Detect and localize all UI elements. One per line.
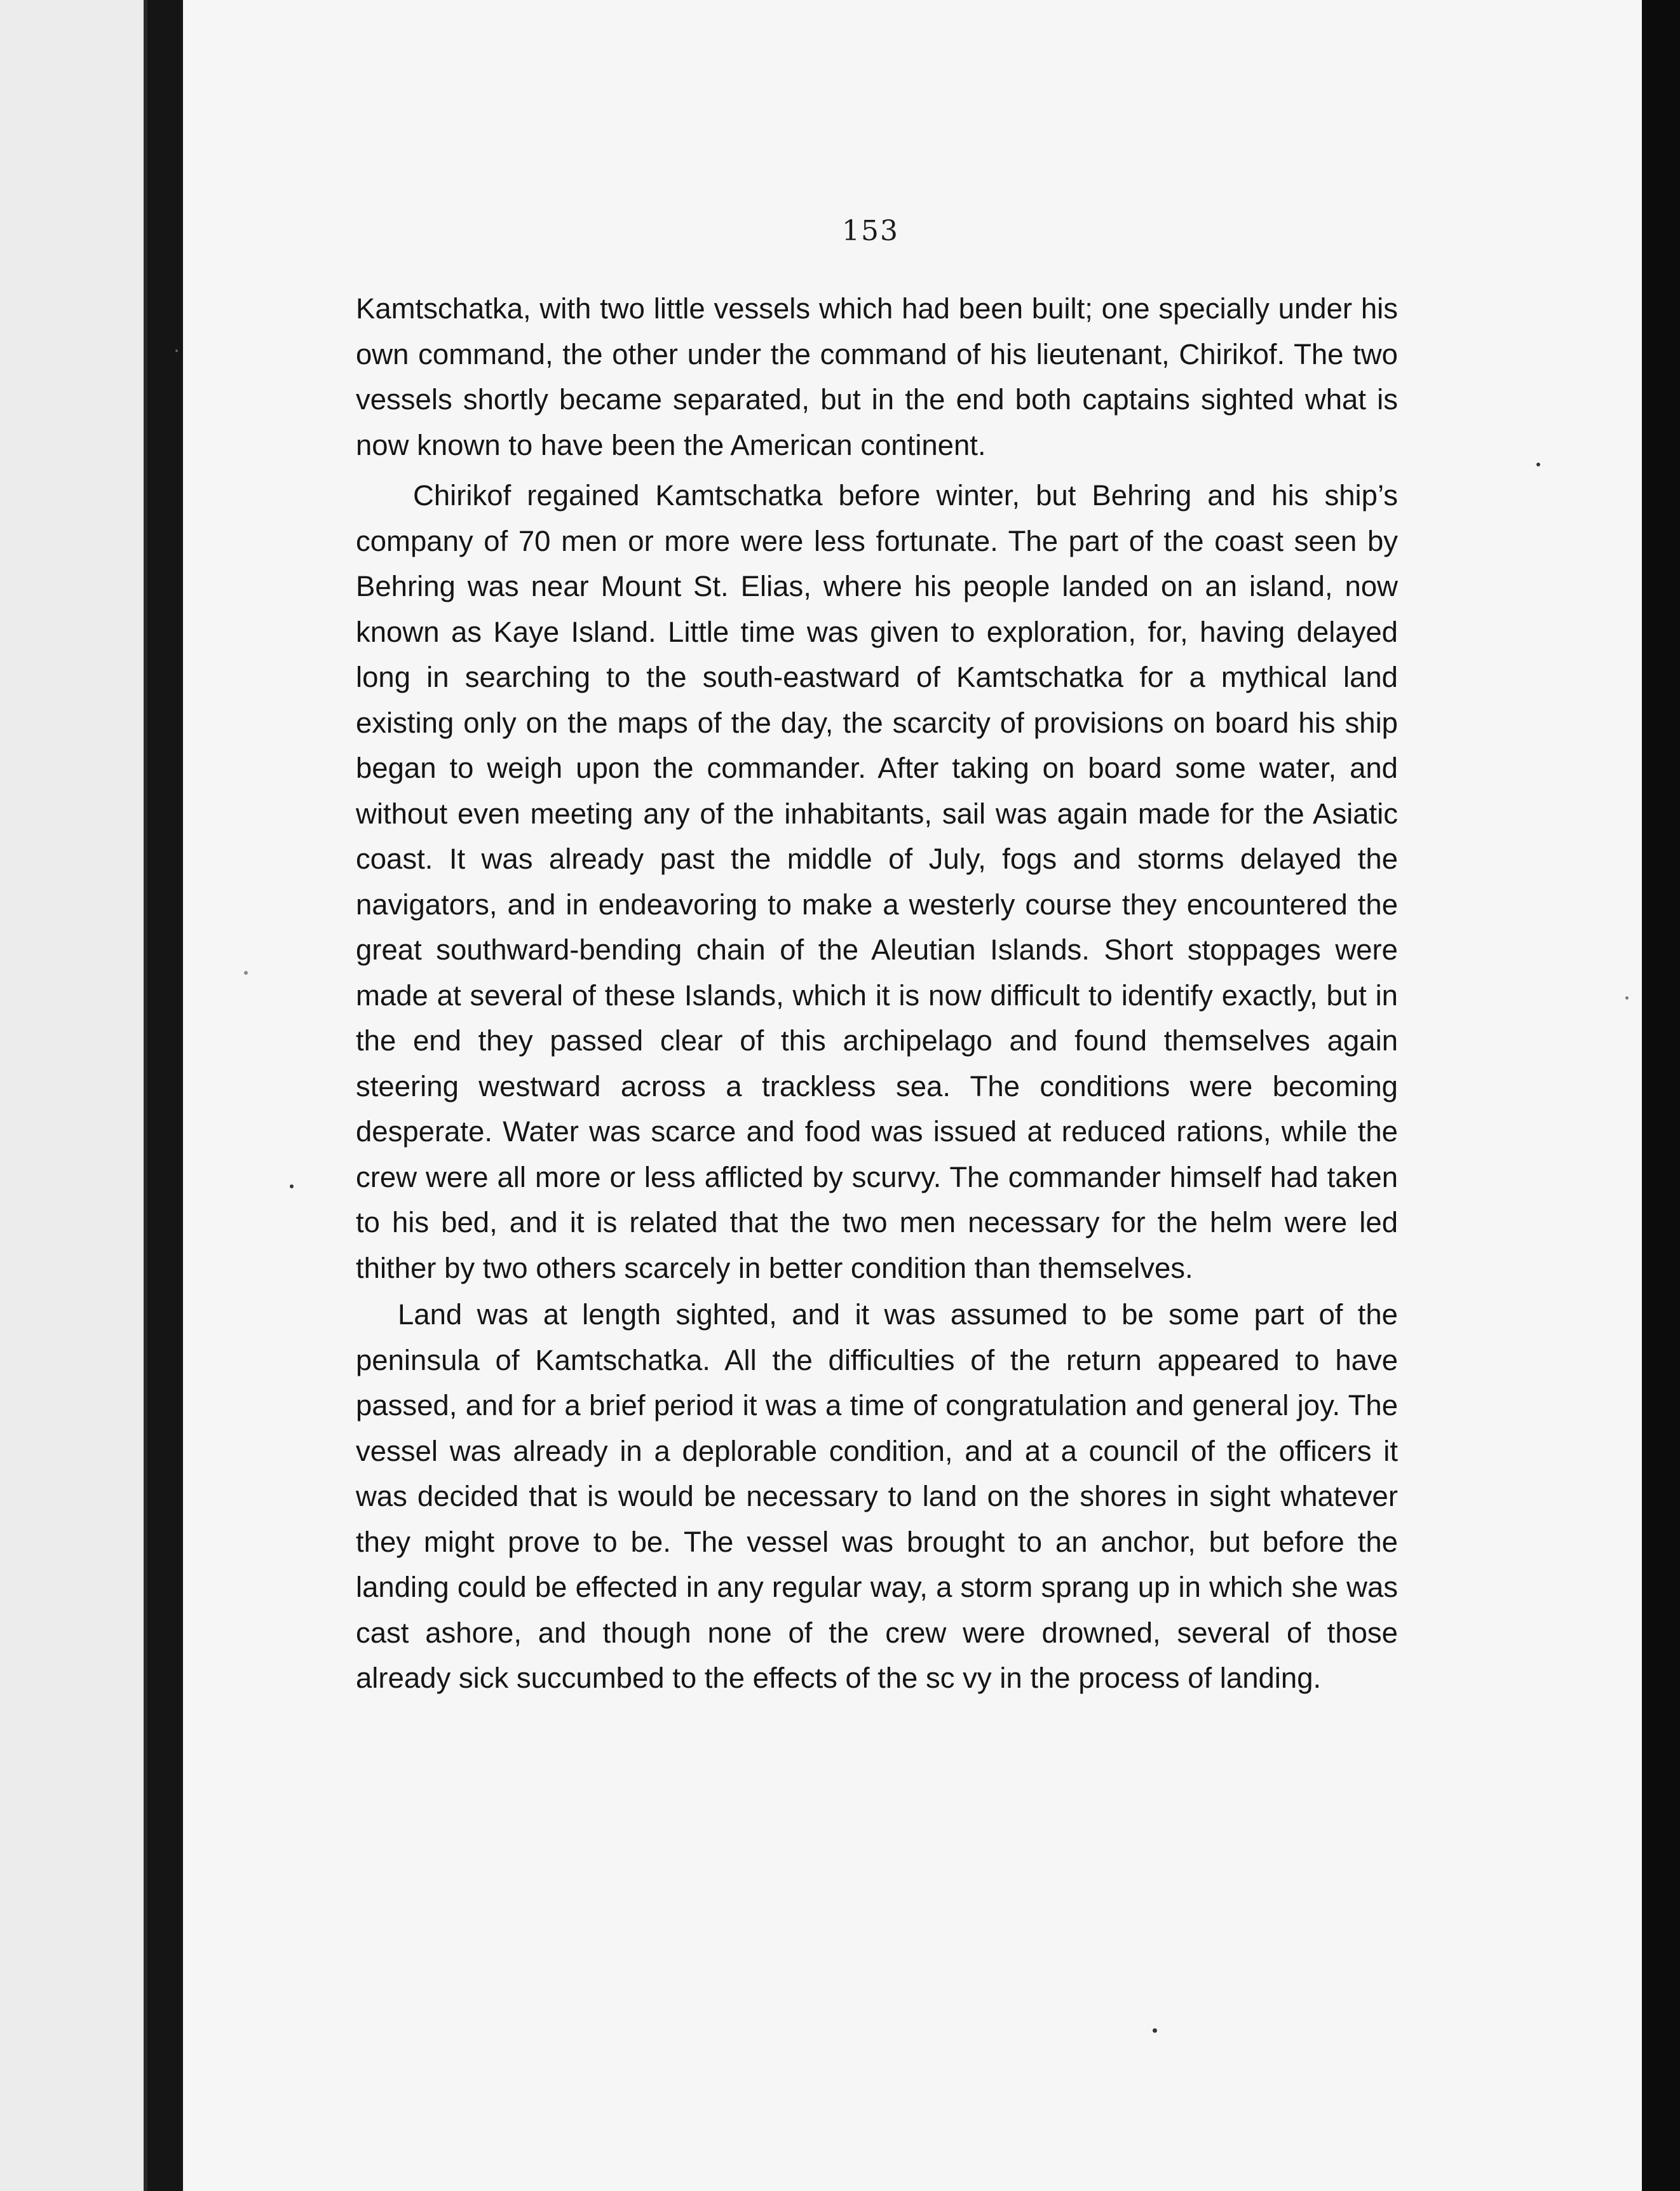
scan-speck	[244, 971, 248, 975]
scan-speck	[1625, 996, 1629, 1000]
paragraph-3: Land was at length sighted, and it was assumed to be some part of the peninsula of Kamtschatka. All the difficulties of the return appeared to have passed, and for a brief period it was a time of congratulation and general joy. The vessel was already in a deplorable condition, and at a council of the officers it was decided that is would be necessary to land on the shores in sight whatever they might prove to be. The vessel was brought to an anchor, but before the landing could be effected in any regular way, a storm sprang up in which she was cast ashore, and though none of the crew were drowned, several of those already sick succumbed to the effects of the sc vy in the process of landing.	[356, 1298, 1398, 1694]
scan-speck	[1536, 463, 1540, 466]
paragraph-1: Kamtschatka, with two little vessels which had been built; one specially under his own command, the other under the command of his lieutenant, Chirikof. The two vessels shortly became separated, but in the end both captains sighted what is now known to have been the American continent.	[356, 292, 1398, 461]
scan-speck	[290, 1184, 294, 1188]
body-text	[356, 286, 1398, 1701]
paragraph-2: Chirikof regained Kamtschatka before winter, but Behring and his ship’s company of 70 men or more were less fortunate. The part of the coast seen by Behring was near Mount St. Elias, where his people landed on an island, now known as Kaye Island. Little time was given to exploration, for, having delayed long in searching to the south-eastward of Kamtschatka for a mythical land existing only on the maps of the day, the scarcity of provisions on board his ship began to weigh upon the commander. After taking on board some water, and without even meeting any of the inhabitants, sail was again made for the Asiatic coast. It was already past the middle of July, fogs and storms delayed the navigators, and in endeavoring to make a westerly course they encountered the great southward-bending chain of the Aleutian Islands. Short stoppages were made at several of these Islands, which it is now difficult to identify exactly, but in the end they passed clear of this archipelago and found themselves again steering westward across a trackless sea. The conditions were becoming desperate. Water was scarce and food was issued at reduced rations, while the crew were all more or less afflicted by scurvy. The commander himself had taken to his bed, and it is related that the two men necessary for the helm were led thither by two others scarcely in better condition than themselves.	[356, 479, 1398, 1284]
scan-speck	[175, 349, 178, 352]
facing-page-edge	[0, 0, 147, 2191]
page-number: 153	[842, 215, 899, 247]
page-shadow	[1642, 0, 1680, 2191]
book-gutter	[147, 0, 183, 2191]
scan-speck	[1153, 2028, 1157, 2033]
